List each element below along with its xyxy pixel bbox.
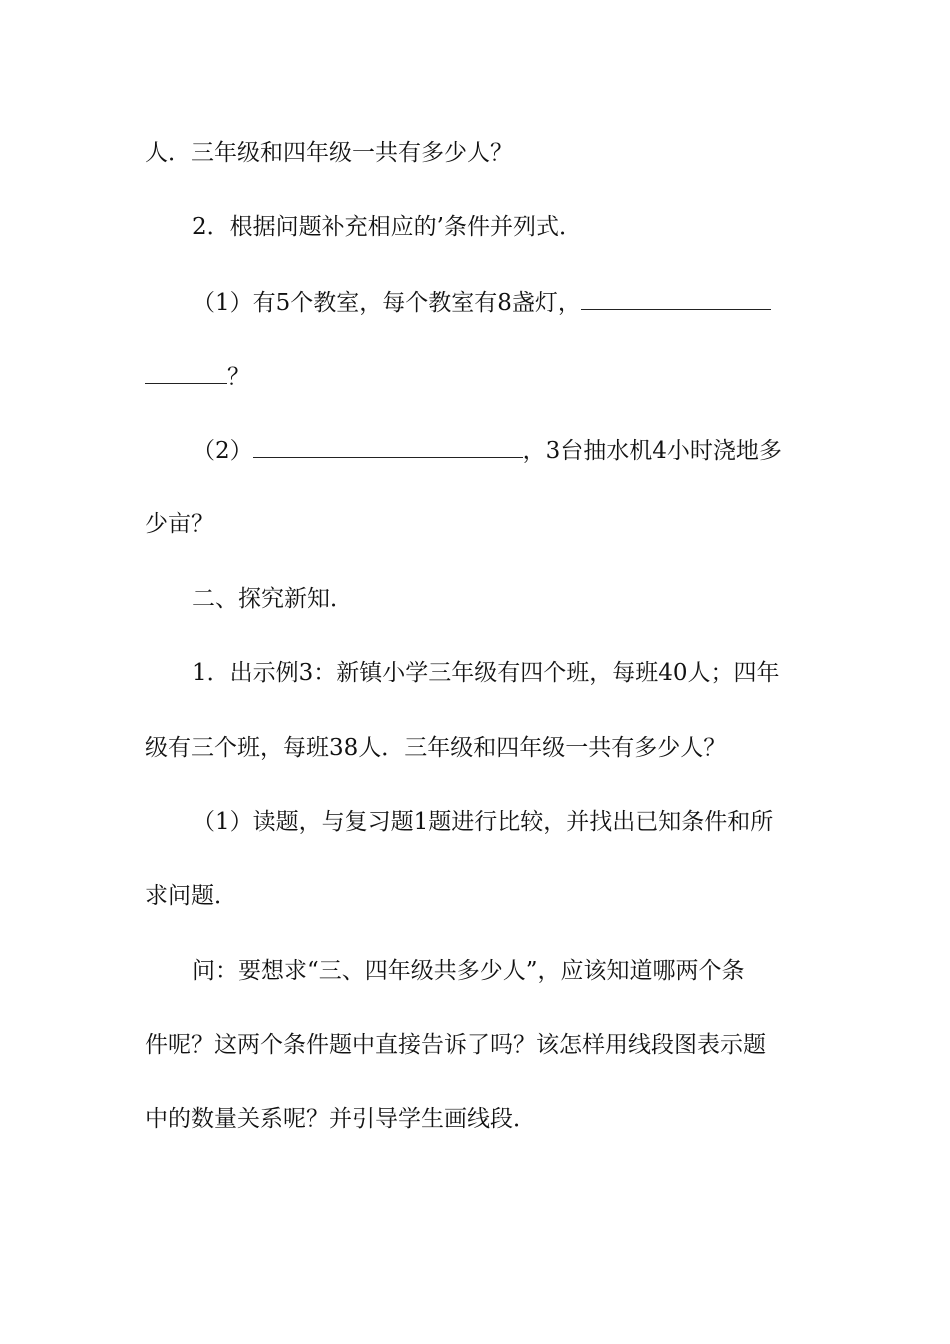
line-text: 1．出示例3：新镇小学三年级有四个班，每班40人；四年	[192, 660, 780, 686]
line-text: ？	[227, 364, 250, 390]
fill-in-blank	[253, 435, 523, 458]
line-text: 求问题．	[145, 883, 237, 909]
line-text: 人．三年级和四年级一共有多少人？	[145, 140, 513, 166]
text-line	[145, 509, 214, 539]
line-text: （1）有5个教室，每个教室有8盏灯，	[192, 290, 581, 316]
section-heading	[192, 584, 353, 614]
text-line	[145, 733, 726, 763]
line-text: （1）读题，与复习题1题进行比较，并找出已知条件和所	[192, 809, 774, 835]
fill-in-blank	[581, 287, 771, 310]
text-line	[145, 1104, 536, 1134]
line-text: （2）	[192, 438, 253, 464]
fill-in-blank	[145, 361, 227, 384]
text-line	[192, 287, 771, 318]
line-text: 二、探究新知．	[192, 586, 353, 612]
line-text: 件呢？这两个条件题中直接告诉了吗？该怎样用线段图表示题	[145, 1032, 766, 1058]
line-text: 中的数量关系呢？并引导学生画线段．	[145, 1106, 536, 1132]
text-line	[192, 956, 745, 986]
text-line	[145, 881, 237, 911]
line-text: 级有三个班，每班38人．三年级和四年级一共有多少人？	[145, 735, 727, 761]
line-text: ，3台抽水机4小时浇地多	[522, 438, 782, 464]
text-line	[145, 361, 250, 392]
text-line	[192, 807, 773, 837]
text-line	[192, 658, 780, 688]
line-text: 少亩？	[145, 511, 214, 537]
line-text: 问：要想求“三、四年级共多少人”，应该知道哪两个条	[192, 958, 745, 984]
text-line	[145, 1030, 766, 1060]
text-line	[145, 138, 513, 168]
text-line	[192, 435, 782, 466]
line-text: 2．根据问题补充相应的’条件并列式．	[192, 214, 582, 240]
text-line	[192, 212, 582, 242]
